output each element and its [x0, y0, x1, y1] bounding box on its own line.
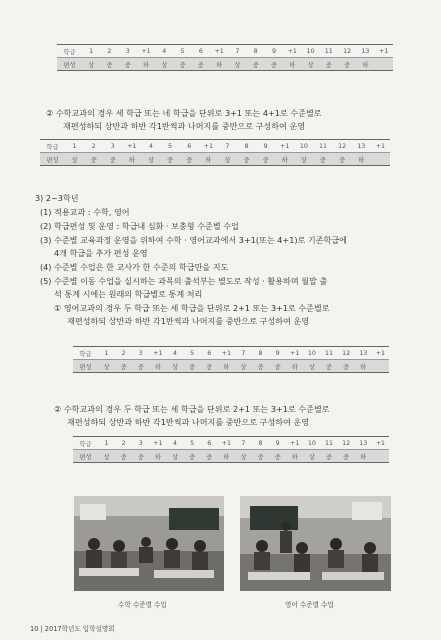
level-cell: 중: [184, 360, 201, 373]
level-cell: 하: [275, 153, 294, 166]
level-cell: 하: [355, 360, 372, 373]
class-number-cell: 1: [98, 437, 115, 450]
class-number-cell: +1: [275, 140, 294, 153]
paragraph-line: 석 통계 시에는 원래의 학급별로 통계 처리: [54, 289, 203, 299]
class-number-cell: +1: [375, 45, 394, 58]
section-heading: 3) 2~3학년: [35, 193, 79, 203]
class-number-cell: +1: [199, 140, 218, 153]
level-cell: 하: [218, 360, 235, 373]
class-number-cell: 13: [356, 45, 374, 58]
level-cell: 상: [98, 360, 115, 373]
level-cell: 상: [235, 450, 252, 463]
level-cell: 중: [333, 153, 352, 166]
class-number-cell: 4: [166, 437, 183, 450]
class-number-cell: 11: [320, 45, 338, 58]
class-number-cell: +1: [122, 140, 141, 153]
level-cell: 중: [320, 450, 337, 463]
paragraph-line: ② 수학교과의 경우 세 학급 또는 네 학급을 단위로 3+1 또는 4+1로 수준별로: [46, 108, 322, 118]
class-number-cell: 3: [119, 45, 137, 58]
class-number-cell: 9: [269, 437, 286, 450]
level-table-2: [40, 139, 390, 166]
class-number-cell: +1: [286, 347, 303, 360]
row-label-cell: 편성: [57, 58, 82, 71]
level-cell: [372, 360, 389, 373]
level-cell: 중: [184, 450, 201, 463]
math-class-photo: [74, 496, 224, 591]
level-cell: 중: [256, 153, 275, 166]
paragraph-line: (3) 수준별 교육과정 운영을 위하여 수학 · 영어교과에서 3+1(또는 4+1)로 기존학급에: [40, 235, 347, 245]
paragraph-line: (2) 학급편성 및 운영 : 학급내 심화 · 보충형 수준별 수업: [40, 221, 239, 231]
class-number-cell: 7: [218, 140, 237, 153]
class-number-cell: 2: [100, 45, 118, 58]
table-header-cell: 학급: [40, 140, 65, 153]
class-number-cell: 3: [132, 347, 149, 360]
level-cell: 중: [119, 58, 137, 71]
level-cell: 하: [352, 153, 371, 166]
class-number-cell: 13: [355, 437, 372, 450]
level-cell: 중: [173, 58, 191, 71]
class-number-cell: 5: [184, 437, 201, 450]
level-cell: 중: [338, 450, 355, 463]
class-number-cell: 2: [115, 347, 132, 360]
class-number-cell: 13: [355, 347, 372, 360]
level-cell: 상: [166, 360, 183, 373]
level-cell: 상: [228, 58, 246, 71]
paragraph-line: 재편성하되 상반과 하반 각1반씩과 나머지를 중반으로 구성하여 운영: [67, 316, 310, 326]
level-table-4: [73, 436, 389, 463]
level-cell: 상: [98, 450, 115, 463]
class-number-cell: 4: [166, 347, 183, 360]
level-cell: 중: [265, 58, 283, 71]
paragraph-line: (4) 수준별 수업은 한 교사가 한 수준의 학급만을 지도: [40, 262, 229, 272]
class-number-cell: 11: [313, 140, 332, 153]
row-label-cell: 편성: [73, 450, 98, 463]
class-number-cell: 3: [132, 437, 149, 450]
level-cell: 중: [100, 58, 118, 71]
level-cell: 상: [301, 58, 319, 71]
class-number-cell: +1: [149, 347, 166, 360]
level-cell: 중: [269, 360, 286, 373]
level-cell: 상: [303, 360, 320, 373]
page-footer: 10 | 2017학년도 입학설명회: [30, 625, 115, 633]
class-number-cell: 12: [338, 347, 355, 360]
level-cell: 중: [338, 58, 356, 71]
class-number-cell: 1: [98, 347, 115, 360]
level-cell: 중: [115, 450, 132, 463]
class-number-cell: 9: [265, 45, 283, 58]
class-number-cell: +1: [372, 437, 389, 450]
level-cell: 중: [237, 153, 256, 166]
level-cell: 중: [84, 153, 103, 166]
class-number-cell: 4: [141, 140, 160, 153]
class-number-cell: 11: [320, 437, 337, 450]
class-number-cell: 10: [303, 437, 320, 450]
class-number-cell: 6: [192, 45, 210, 58]
level-cell: 상: [65, 153, 84, 166]
class-number-cell: 9: [269, 347, 286, 360]
class-number-cell: 2: [115, 437, 132, 450]
level-cell: 중: [180, 153, 199, 166]
class-number-cell: 12: [338, 437, 355, 450]
level-cell: 중: [247, 58, 265, 71]
class-number-cell: 12: [338, 45, 356, 58]
class-number-cell: 7: [235, 347, 252, 360]
level-cell: 중: [252, 450, 269, 463]
level-cell: 하: [286, 360, 303, 373]
class-number-cell: 7: [235, 437, 252, 450]
class-number-cell: 11: [320, 347, 337, 360]
class-number-cell: 12: [333, 140, 352, 153]
level-cell: 중: [201, 450, 218, 463]
class-number-cell: 4: [155, 45, 173, 58]
level-cell: 하: [286, 450, 303, 463]
class-number-cell: 10: [294, 140, 313, 153]
level-cell: 상: [82, 58, 100, 71]
level-cell: 하: [149, 450, 166, 463]
level-cell: 상: [235, 360, 252, 373]
paragraph-line: (5) 수준별 이동 수업을 실시하는 과목의 출석부는 별도로 작성 · 활용하며 월말 출: [40, 276, 328, 286]
level-cell: 중: [252, 360, 269, 373]
level-cell: 중: [103, 153, 122, 166]
row-label-cell: 편성: [40, 153, 65, 166]
level-cell: 중: [320, 58, 338, 71]
level-cell: 상: [166, 450, 183, 463]
class-number-cell: 2: [84, 140, 103, 153]
level-cell: 중: [115, 360, 132, 373]
row-label-cell: 편성: [73, 360, 98, 373]
class-number-cell: 8: [252, 347, 269, 360]
level-cell: 하: [355, 450, 372, 463]
level-cell: 중: [338, 360, 355, 373]
level-cell: 중: [201, 360, 218, 373]
level-table-3: [73, 346, 389, 373]
class-number-cell: 5: [173, 45, 191, 58]
paragraph-line: (1) 적용교과 : 수학, 영어: [40, 207, 130, 217]
class-number-cell: 6: [201, 347, 218, 360]
class-number-cell: +1: [283, 45, 301, 58]
level-cell: 하: [210, 58, 228, 71]
class-number-cell: +1: [149, 437, 166, 450]
class-number-cell: +1: [210, 45, 228, 58]
level-cell: 하: [283, 58, 301, 71]
level-cell: 상: [155, 58, 173, 71]
level-cell: 중: [161, 153, 180, 166]
level-cell: 중: [320, 360, 337, 373]
class-number-cell: +1: [218, 437, 235, 450]
class-number-cell: 10: [301, 45, 319, 58]
class-number-cell: 1: [82, 45, 100, 58]
level-cell: [375, 58, 394, 71]
level-cell: 상: [303, 450, 320, 463]
class-number-cell: 3: [103, 140, 122, 153]
level-cell: 하: [356, 58, 374, 71]
paragraph-line: ② 수학교과의 경우 두 학급 또는 세 학급을 단위로 2+1 또는 3+1로 수준별로: [54, 404, 330, 414]
paragraph-line: 4개 학급을 추가 편성 운영: [54, 248, 148, 258]
level-cell: 상: [218, 153, 237, 166]
level-cell: 하: [199, 153, 218, 166]
class-number-cell: 1: [65, 140, 84, 153]
level-cell: 하: [218, 450, 235, 463]
level-cell: 중: [192, 58, 210, 71]
class-number-cell: 6: [180, 140, 199, 153]
english-class-photo: [240, 496, 391, 591]
photo-caption-right: 영어 수준별 수업: [285, 601, 334, 609]
level-cell: 중: [132, 360, 149, 373]
class-number-cell: 6: [201, 437, 218, 450]
level-cell: [371, 153, 390, 166]
class-number-cell: +1: [371, 140, 390, 153]
level-cell: 중: [313, 153, 332, 166]
level-cell: 하: [149, 360, 166, 373]
level-cell: 중: [132, 450, 149, 463]
photo-caption-left: 수학 수준별 수업: [118, 601, 167, 609]
class-number-cell: 13: [352, 140, 371, 153]
paragraph-line: 재편성하되 상반과 하반 각1반씩과 나머지를 중반으로 구성하여 운영: [63, 121, 306, 131]
class-number-cell: +1: [137, 45, 155, 58]
table-header-cell: 학급: [73, 347, 98, 360]
level-cell: 상: [141, 153, 160, 166]
table-header-cell: 학급: [57, 45, 82, 58]
level-cell: 중: [269, 450, 286, 463]
class-number-cell: +1: [372, 347, 389, 360]
class-number-cell: 5: [161, 140, 180, 153]
level-cell: 상: [294, 153, 313, 166]
class-number-cell: 8: [247, 45, 265, 58]
class-number-cell: 8: [252, 437, 269, 450]
level-cell: 하: [122, 153, 141, 166]
class-number-cell: 7: [228, 45, 246, 58]
class-number-cell: 10: [303, 347, 320, 360]
paragraph-line: ① 영어교과의 경우 두 학급 또는 세 학급을 단위로 2+1 또는 3+1로 수준별로: [54, 303, 330, 313]
level-cell: [372, 450, 389, 463]
class-number-cell: +1: [286, 437, 303, 450]
classroom-image: [240, 496, 391, 591]
class-number-cell: +1: [218, 347, 235, 360]
paragraph-line: 재편성하되 상반과 하반 각1반씩과 나머지를 중반으로 구성하여 운영: [67, 417, 310, 427]
level-cell: 하: [137, 58, 155, 71]
class-number-cell: 9: [256, 140, 275, 153]
level-table-1: [57, 44, 393, 71]
table-header-cell: 학급: [73, 437, 98, 450]
class-number-cell: 8: [237, 140, 256, 153]
class-number-cell: 5: [184, 347, 201, 360]
classroom-image: [74, 496, 224, 591]
